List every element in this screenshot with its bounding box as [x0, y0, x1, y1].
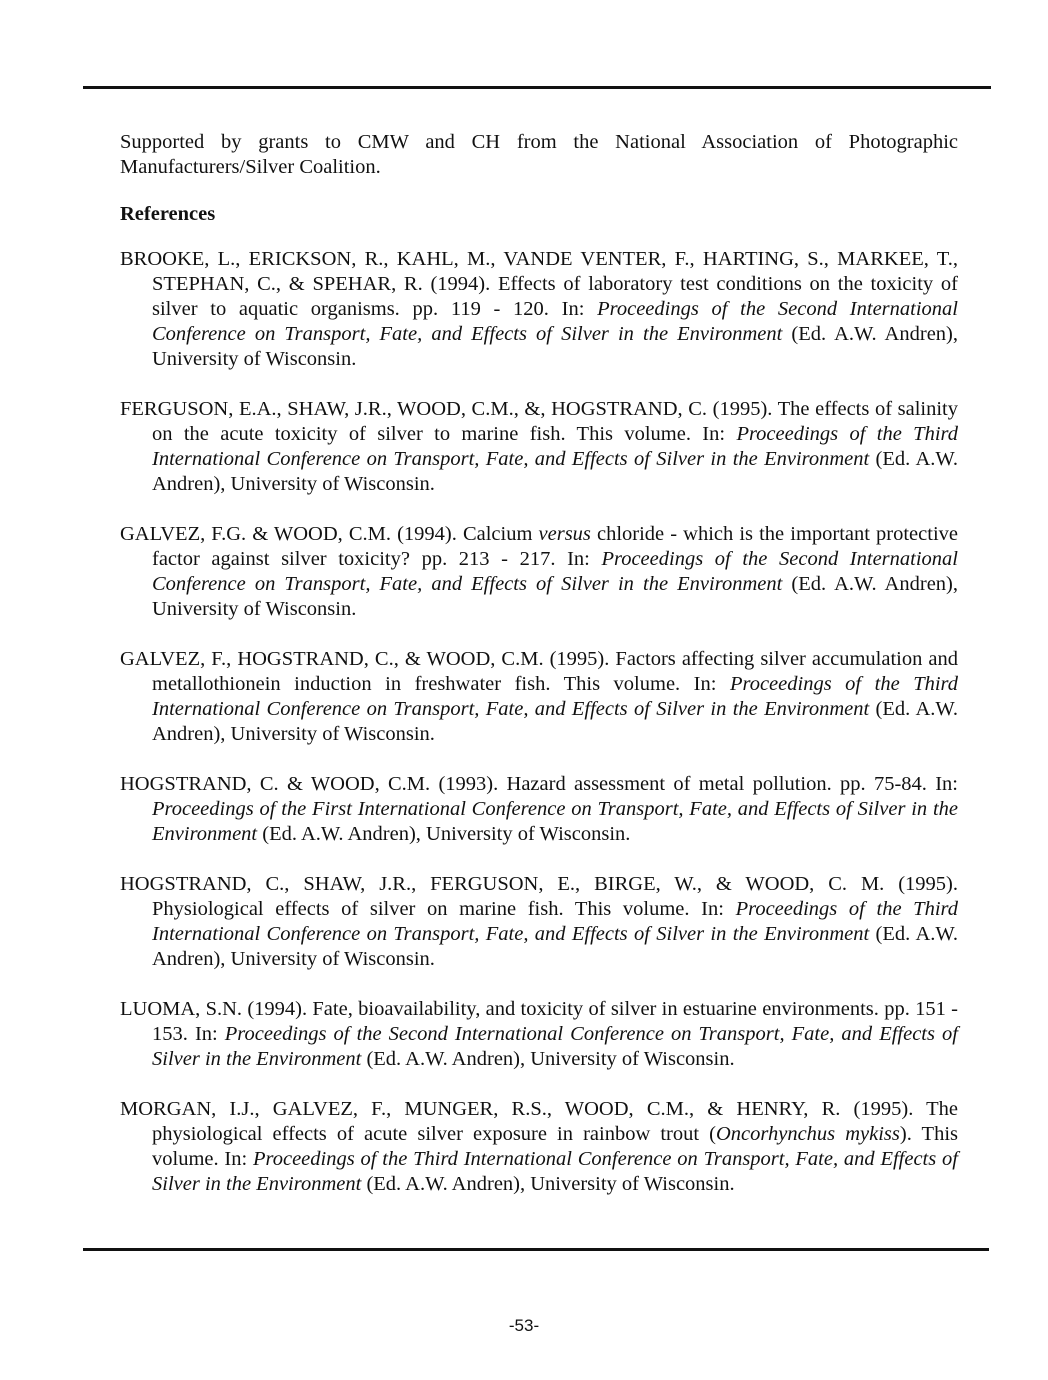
top-rule: [83, 86, 991, 89]
reference-item: LUOMA, S.N. (1994). Fate, bioavailability, and toxicity of silver in estuarine environments. pp. 151 - 153. In: Proceedings of the Second International Conference on Transport, Fate, and Effects of Silver in the Environment (Ed. A.W. Andren), University of Wisconsin.: [120, 998, 958, 1070]
reference-item: FERGUSON, E.A., SHAW, J.R., WOOD, C.M., &, HOGSTRAND, C. (1995). The effects of salinity on the acute toxicity of silver to marine fish. This volume. In: Proceedings of the Third International Conference on Transport, Fate, and Effects of Silver in the Environment (Ed. A.W. Andren), University of Wisconsin.: [120, 398, 958, 495]
bottom-rule: [83, 1248, 989, 1251]
reference-item: GALVEZ, F.G. & WOOD, C.M. (1994). Calcium versus chloride - which is the important protective factor against silver toxicity? pp. 213 - 217. In: Proceedings of the Second International Conference on Transport, Fate, and Effects of Silver in the Environment (Ed. A.W. Andren), University of Wisconsin.: [120, 523, 959, 620]
acknowledgement: Supported by grants to CMW and CH from the National Association of Photographic Manufacturers/Silver Coalition.: [120, 131, 958, 178]
reference-item: HOGSTRAND, C., SHAW, J.R., FERGUSON, E., BIRGE, W., & WOOD, C. M. (1995). Physiological effects of silver on marine fish. This volume. In: Proceedings of the Third International Conference on Transport, Fate, and Effects of Silver in the Environment (Ed. A.W. Andren), University of Wisconsin.: [120, 873, 958, 970]
reference-item: MORGAN, I.J., GALVEZ, F., MUNGER, R.S., WOOD, C.M., & HENRY, R. (1995). The physiological effects of acute silver exposure in rainbow trout (Oncorhynchus mykiss). This volume. In: Proceedings of the Third International Conference on Transport, Fate, and Effects of Silver in the Environment (Ed. A.W. Andren), University of Wisconsin.: [120, 1098, 958, 1195]
reference-item: HOGSTRAND, C. & WOOD, C.M. (1993). Hazard assessment of metal pollution. pp. 75-84. In: Proceedings of the First International Conference on Transport, Fate, and Effects of Silver in the Environment (Ed. A.W. Andren), University of Wisconsin.: [120, 773, 958, 845]
page-content: [120, 130, 958, 1222]
page-number: -53-: [508, 1316, 540, 1335]
references-heading: References: [120, 203, 216, 225]
reference-item: GALVEZ, F., HOGSTRAND, C., & WOOD, C.M. (1995). Factors affecting silver accumulation and metallothionein induction in freshwater fish. This volume. In: Proceedings of the Third International Conference on Transport, Fate, and Effects of Silver in the Environment (Ed. A.W. Andren), University of Wisconsin.: [120, 648, 959, 745]
reference-item: BROOKE, L., ERICKSON, R., KAHL, M., VANDE VENTER, F., HARTING, S., MARKEE, T., STEPHAN, C., & SPEHAR, R. (1994). Effects of laboratory test conditions on the toxicity of silver to aquatic organisms. pp. 119 - 120. In: Proceedings of the Second International Conference on Transport, Fate, and Effects of Silver in the Environment (Ed. A.W. Andren), University of Wisconsin.: [120, 248, 958, 370]
